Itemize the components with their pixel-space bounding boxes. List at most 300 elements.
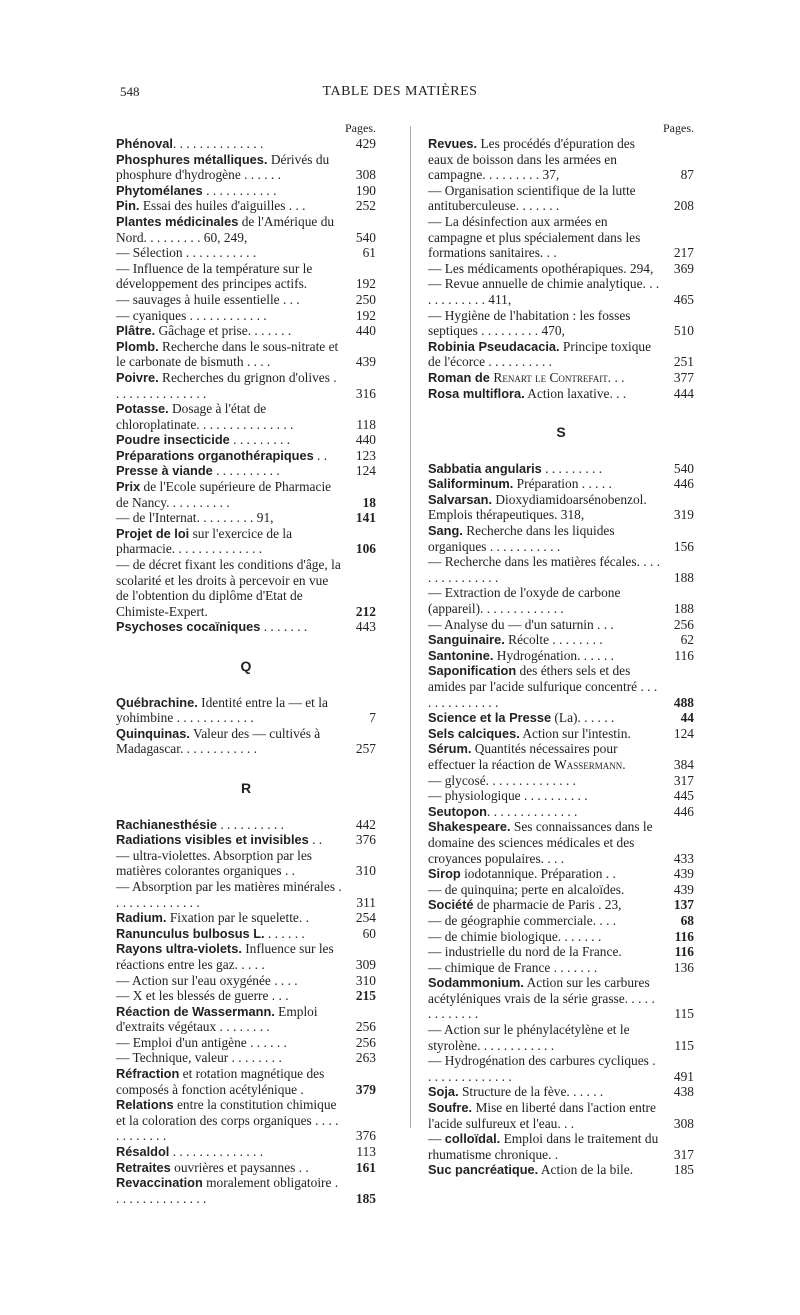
page-ref: 124 (355, 463, 376, 479)
entry-description: Gâchage et prise. . . . . . . (155, 323, 292, 339)
entry-description: de l'Amérique du Nord. . . . . . . . . 60, 249, (116, 213, 335, 245)
index-entry (428, 476, 694, 492)
entry-text (428, 461, 660, 477)
entry-description: Dosage à l'état de chloroplatinate. . . . . . . . . . . . . . . (116, 401, 294, 432)
index-entry (116, 292, 376, 308)
page-ref: 18 (362, 494, 376, 510)
entry-keyword: Robinia Pseudacacia. (428, 338, 560, 354)
page-ref: 192 (355, 276, 376, 292)
entry-description: Recherche dans les liquides organiques . . . . . . . . . . . (428, 523, 615, 554)
index-entry (116, 448, 376, 464)
entry-text (428, 1131, 660, 1162)
page-ref: 316 (355, 385, 376, 401)
entry-keyword: Radium. (116, 910, 167, 926)
page-ref: 188 (673, 601, 694, 617)
index-entry (428, 276, 694, 307)
page-ref: 124 (673, 725, 694, 741)
entry-keyword: Sirop (428, 866, 461, 882)
page-ref: 62 (680, 632, 694, 648)
entry-description: Identité entre la — et la yohimbine . . . . . . . . . . . . (116, 694, 328, 726)
entry-keyword: Résaldol (116, 1144, 170, 1160)
index-entry (428, 1053, 694, 1084)
entry-description: Dérivés du phosphure d'hydrogène . . . . . . (116, 151, 330, 183)
entry-description: — ultra-violettes. Absorption par les matières colorantes organiques . . (116, 847, 312, 879)
entry-text (428, 308, 660, 339)
entry-keyword: Sang. (428, 523, 463, 539)
page-ref: 433 (673, 850, 694, 866)
entry-description: Influence sur les réactions entre les gaz. . . . . (116, 941, 334, 972)
index-entry (428, 1162, 694, 1178)
entry-text (428, 1053, 660, 1084)
page-ref: 309 (355, 956, 376, 972)
page-ref: 190 (355, 182, 376, 198)
entry-description: — Analyse du — d'un saturnin . . . (428, 616, 614, 632)
page-ref: 116 (674, 944, 694, 960)
entry-text (116, 510, 342, 526)
entry-description: . . . . . . . . . . . . . . (172, 136, 264, 151)
page-ref: 113 (356, 1144, 376, 1160)
entry-description: Essai des huiles d'aiguilles . . . (139, 198, 306, 214)
entry-description: Structure de la fève. . . . . . (458, 1084, 604, 1100)
index-entry (116, 1160, 376, 1176)
entry-keyword: Préparations organothérapiques (116, 447, 314, 463)
page-ref: 308 (355, 167, 376, 183)
page-ref: 465 (673, 291, 694, 307)
page-ref: 208 (673, 198, 694, 214)
page-ref: 445 (673, 788, 694, 804)
index-entry (428, 585, 694, 616)
page-ref: 440 (355, 432, 376, 448)
index-entry (428, 1084, 694, 1100)
index-entry (116, 832, 376, 848)
entry-text (428, 710, 660, 726)
index-entry (116, 910, 376, 926)
index-entry (116, 510, 376, 526)
page-ref: 115 (674, 1006, 694, 1022)
page-ref: 369 (673, 260, 694, 276)
entry-text (116, 1004, 342, 1035)
index-entry (116, 1066, 376, 1097)
entry-description: Action sur l'intestin. (519, 725, 631, 741)
entry-text (428, 944, 660, 960)
entry-text (428, 773, 660, 789)
index-column-right (428, 121, 694, 1178)
entry-text (428, 339, 660, 370)
entry-description: ouvrières et paysannes . . (170, 1159, 309, 1175)
entry-description: — cyaniques . . . . . . . . . . . . (116, 307, 267, 323)
index-entry (116, 1144, 376, 1160)
entry-description: . . . . . . . . . . . (202, 182, 277, 198)
page-ref: 115 (674, 1037, 694, 1053)
entry-keyword: Sérum. (428, 741, 472, 757)
entry-keyword: Salvarsan. (428, 491, 493, 507)
entry-text (428, 975, 660, 1022)
page-header (0, 84, 800, 106)
entry-text (116, 1144, 342, 1160)
entry-description: — Recherche dans les matières fécales. . . . . . . . . . . . . . . (428, 554, 661, 585)
index-entry (116, 526, 376, 557)
page-ref: 141 (355, 510, 376, 526)
entry-description: . . . . . . . . . . (212, 463, 280, 479)
entry-text (116, 695, 342, 726)
index-entry (428, 804, 694, 820)
page-ref: 68 (680, 912, 694, 928)
index-entry (428, 136, 694, 183)
page-ref: 106 (355, 541, 376, 557)
page-ref: 443 (355, 619, 376, 635)
entry-text (428, 261, 660, 277)
index-entry (116, 1004, 376, 1035)
page-ref: 185 (355, 1190, 376, 1206)
entry-text (116, 198, 342, 214)
entry-description: — Revue annuelle de chimie analytique. . . . . . . . . . . . 411, (428, 276, 660, 307)
index-entry (428, 975, 694, 1022)
entry-description: — Extraction de l'oxyde de carbone (appareil). . . . . . . . . . . . . (428, 585, 621, 617)
index-entry (428, 866, 694, 882)
page-ref: 44 (680, 710, 694, 726)
entry-description: Récolte . . . . . . . . (504, 632, 603, 648)
page-ref: 137 (673, 897, 694, 913)
entry-text (428, 1162, 660, 1178)
entry-text (116, 183, 342, 199)
entry-keyword: Suc pancréatique. (428, 1162, 539, 1178)
page-ref: 446 (673, 803, 694, 819)
page-ref: 384 (673, 756, 694, 772)
entry-description: — Les médicaments opothérapiques. 294, (428, 260, 654, 276)
entry-description: Recherches du grignon d'olives . . . . . . . . . . . . . . . (116, 369, 337, 401)
index-entry (428, 339, 694, 370)
entry-text (428, 960, 660, 976)
entry-text (116, 941, 342, 972)
index-entry (116, 848, 376, 879)
entry-keyword: Science et la Presse (428, 710, 552, 726)
entry-text (116, 973, 342, 989)
entry-text (428, 585, 660, 616)
entry-keyword: Soufre. (428, 1100, 473, 1116)
entry-keyword: Sabbatia angularis (428, 460, 542, 476)
index-entry (428, 819, 694, 866)
page-ref: 87 (680, 167, 694, 183)
entry-description: — de quinquina; perte en alcaloïdes. (428, 881, 625, 897)
entry-text (116, 479, 342, 510)
entry-text (428, 897, 660, 913)
index-entry (116, 1035, 376, 1051)
index-entry (116, 323, 376, 339)
entry-keyword: Seutopon (428, 803, 487, 819)
entry-keyword: Rayons ultra-violets. (116, 941, 242, 957)
index-entry (428, 1100, 694, 1131)
index-entry (428, 944, 694, 960)
entry-text (116, 726, 342, 757)
index-entry (428, 882, 694, 898)
pages-label: Pages. (345, 121, 376, 135)
entry-text (428, 476, 660, 492)
entry-text (428, 136, 660, 183)
index-entry (116, 339, 376, 370)
entry-text (116, 817, 342, 833)
entry-description: — Influence de la température sur le développement des principes actifs. (116, 260, 313, 292)
index-entry (428, 632, 694, 648)
entry-description: (La). . . . . . (551, 710, 615, 726)
entry-keyword: Psychoses cocaïniques (116, 619, 261, 635)
page-ref: 256 (355, 1019, 376, 1035)
entry-keyword: Poudre insecticide (116, 432, 230, 448)
entry-text (116, 292, 342, 308)
page-ref: 192 (355, 307, 376, 323)
page-ref: 439 (673, 881, 694, 897)
index-entry (428, 960, 694, 976)
page-ref: 439 (355, 354, 376, 370)
section-letter: Q (240, 658, 252, 674)
entry-description: sur l'exercice de la pharmacie. . . . . . . . . . . . . . (116, 525, 293, 557)
entry-description: Ses connaissances dans le domaine des sciences médicales et des croyances populaires. . . . (428, 819, 653, 866)
index-entry (116, 308, 376, 324)
entry-description: — Sélection . . . . . . . . . . . (116, 245, 257, 261)
index-entry (116, 879, 376, 910)
entry-text (116, 152, 342, 183)
entry-description: Recherche dans le sous-nitrate et le carbonate de bismuth . . . . (116, 338, 339, 370)
index-entry (428, 370, 694, 386)
entry-description: . . . . . . . . . . (217, 816, 284, 832)
index-entry (428, 308, 694, 339)
entry-description: Préparation . . . . . (513, 476, 612, 492)
entry-text (116, 1050, 342, 1066)
entry-text (116, 619, 342, 635)
page-ref: 442 (355, 816, 376, 832)
entry-text (116, 1175, 342, 1206)
page-ref: 254 (355, 910, 376, 926)
entry-text (116, 988, 342, 1004)
index-entry (116, 463, 376, 479)
index-entry (116, 941, 376, 972)
entry-keyword: Poivre. (116, 369, 159, 385)
index-entry (428, 726, 694, 742)
entry-keyword: Plomb. (116, 338, 159, 354)
index-entry (428, 663, 694, 710)
index-entry (116, 370, 376, 401)
entry-keyword: Phosphures métalliques. (116, 151, 268, 167)
index-entry (116, 726, 376, 757)
index-entry (428, 214, 694, 261)
entry-description: Emploi dans le traitement du rhumatisme chronique. . (428, 1131, 659, 1162)
entry-text (428, 370, 660, 386)
page-ref: 188 (673, 569, 694, 585)
index-entry (116, 1050, 376, 1066)
entry-description: — glycosé. . . . . . . . . . . . . . (428, 772, 577, 788)
entry-description: — Action sur l'eau oxygénée . . . . (116, 972, 298, 988)
index-entry (428, 183, 694, 214)
entry-description: — Organisation scientifique de la lutte antituberculeuse. . . . . . . (428, 182, 636, 214)
entry-description: Mise en liberté dans l'action entre l'acide sulfureux et l'eau. . . (428, 1100, 656, 1131)
right-entries (428, 136, 694, 1178)
entry-text (428, 523, 660, 554)
page-ref: 256 (355, 1034, 376, 1050)
entry-description: Dioxydiamidoarsénobenzol. Emplois thérapeutiques. 318, (428, 491, 647, 523)
entry-description: Action sur les carbures acétyléniques vrais de la série grasse. . . . . . . . . . . . . (428, 975, 655, 1022)
page-ref: 444 (673, 385, 694, 401)
entry-description: — Technique, valeur . . . . . . . . (116, 1050, 282, 1066)
page-ref: 212 (355, 603, 376, 619)
entry-text (428, 804, 660, 820)
entry-description: Emploi d'extraits végétaux . . . . . . . . (116, 1003, 318, 1035)
index-column-left (116, 121, 376, 1206)
page-ref: 540 (355, 229, 376, 245)
page-ref: 116 (674, 647, 694, 663)
entry-description: — Hydrogénation des carbures cycliques . . . . . . . . . . . . . . (428, 1053, 656, 1084)
entry-text (116, 1160, 342, 1176)
page-ref: 185 (673, 1162, 694, 1178)
entry-text (116, 1066, 342, 1097)
index-entry (428, 648, 694, 664)
entry-keyword: Santonine. (428, 647, 494, 663)
entry-keyword: Saponification (428, 663, 517, 679)
entry-keyword: Projet de loi (116, 525, 190, 541)
page-ref: 317 (673, 1146, 694, 1162)
entry-description: iodotannique. Préparation . . (460, 866, 616, 882)
entry-description: — industrielle du nord de la France. (428, 944, 622, 960)
entry-description: — de l'Internat. . . . . . . . . 91, (116, 510, 274, 526)
entry-text (428, 726, 660, 742)
index-entry (428, 929, 694, 945)
entry-text (116, 401, 342, 432)
index-entry (428, 1022, 694, 1053)
section-letter: S (556, 424, 566, 441)
index-entry (116, 973, 376, 989)
entry-keyword: Québrachine. (116, 694, 198, 710)
entry-keyword: Plantes médicinales (116, 213, 239, 229)
page-ref: 156 (673, 538, 694, 554)
entry-text (428, 632, 660, 648)
entry-keyword: Rosa multiflora. (428, 385, 525, 401)
page-ref: 217 (673, 245, 694, 261)
entry-keyword: Revues. (428, 136, 478, 151)
index-entry (116, 988, 376, 1004)
page-ref: 310 (355, 972, 376, 988)
index-entry (428, 773, 694, 789)
entry-description: — Action sur le phénylacétylène et le styrolène. . . . . . . . . . . . (428, 1022, 630, 1053)
entry-description: . . (313, 447, 328, 463)
entry-description: Valeur des — cultivés à Madagascar. . . . . . . . . . . . (116, 725, 321, 757)
entry-keyword: Quinquinas. (116, 725, 190, 741)
entry-description: Hydrogénation. . . . . . (493, 647, 614, 663)
page-ref: 488 (673, 694, 694, 710)
index-entry (116, 183, 376, 199)
entry-keyword: Radiations visibles et invisibles (116, 832, 309, 848)
entry-description: Principe toxique de l'écorce . . . . . . . . . . (428, 338, 652, 370)
entry-text (116, 926, 342, 942)
entry-text (116, 526, 342, 557)
page-ref: 161 (355, 1159, 376, 1175)
entry-keyword: Revaccination (116, 1175, 203, 1191)
entry-text (428, 386, 660, 402)
entry-text (428, 913, 660, 929)
entry-keyword: colloïdal. (444, 1131, 501, 1147)
entry-text (116, 136, 342, 152)
entry-text (428, 741, 660, 772)
page-ref: 250 (355, 291, 376, 307)
entry-keyword: Société (428, 897, 474, 913)
entry-keyword: Potasse. (116, 401, 169, 417)
index-entry (428, 897, 694, 913)
index-entry (428, 523, 694, 554)
entry-description: des éthers sels et des amides par l'acide sulfurique concentré . . . . . . . . . . . . . . (428, 663, 658, 710)
index-entry (116, 214, 376, 245)
index-entry (428, 261, 694, 277)
entry-description: de pharmacie de Paris . 23, (473, 897, 622, 913)
page-ref: 308 (673, 1115, 694, 1131)
entry-text (116, 463, 342, 479)
page-ref: 118 (356, 416, 376, 432)
entry-description: . . . (607, 369, 625, 385)
entry-description: moralement obligatoire . . . . . . . . . . . . . . . (116, 1175, 339, 1206)
entry-text (116, 910, 342, 926)
entry-description: entre la constitution chimique et la coloration des corps organiques . . . . . . . . . . . . (116, 1097, 339, 1144)
entry-description: . . . . . . . . . . . . . . (487, 803, 578, 819)
entry-description: — Hygiène de l'habitation : les fosses septiques . . . . . . . . . 470, (428, 307, 631, 339)
entry-keyword: Réaction de Wassermann. (116, 1003, 275, 1019)
entry-keyword: Prix (116, 479, 141, 495)
entry-description: Quantités nécessaires pour effectuer la réaction de (428, 741, 618, 772)
entry-text (428, 929, 660, 945)
index-entry (428, 461, 694, 477)
entry-text (428, 819, 660, 866)
entry-description: — (428, 1131, 445, 1147)
page-ref: 310 (355, 863, 376, 879)
entry-text (116, 323, 342, 339)
entry-text (116, 848, 342, 879)
entry-description: Les procédés d'épuration des eaux de boisson dans les armées en campagne. . . . . . . . . 37, (428, 136, 635, 183)
entry-keyword: Shakespeare. (428, 819, 511, 835)
entry-description: — physiologique . . . . . . . . . . (428, 788, 588, 804)
entry-keyword: Sanguinaire. (428, 632, 505, 648)
entry-description: — de décret fixant les conditions d'âge, la scolarité et les droits à percevoir en vue de l'obtention du diplôme d'Etat de Chimiste-Expert. (116, 557, 341, 619)
page-ref: 376 (355, 1128, 376, 1144)
entry-text (428, 617, 660, 633)
page-ref: 429 (355, 136, 376, 151)
entry-keyword: Plâtre. (116, 323, 156, 339)
index-entry (116, 926, 376, 942)
page-ref: 257 (355, 741, 376, 757)
entry-keyword: Phénoval (116, 136, 173, 151)
index-entry (428, 710, 694, 726)
entry-text (116, 879, 342, 910)
index-entry (428, 554, 694, 585)
entry-keyword: Roman de (428, 369, 494, 385)
entry-description: — La désinfection aux armées en campagne et plus spécialement dans les formations sanitaires. . . (428, 213, 641, 261)
entry-smallcaps: Renart le Contrefait (493, 369, 608, 385)
page-ref: 263 (355, 1050, 376, 1066)
entry-text (116, 339, 342, 370)
entry-keyword: Presse à viande (116, 463, 213, 479)
index-entry (116, 557, 376, 619)
entry-text (428, 866, 660, 882)
entry-text (116, 245, 342, 261)
entry-text (428, 882, 660, 898)
entry-description: . . . . . . (264, 925, 305, 941)
index-entry (116, 619, 376, 635)
index-entry (428, 913, 694, 929)
entry-keyword: Retraites (116, 1159, 171, 1175)
entry-keyword: Sodammonium. (428, 975, 524, 991)
entry-text (428, 183, 660, 214)
entry-keyword: Rachianesthésie (116, 816, 218, 832)
index-entry (428, 1131, 694, 1162)
entry-keyword: Phytomélanes (116, 182, 203, 198)
page-ref: 317 (673, 772, 694, 788)
page-ref: 379 (355, 1081, 376, 1097)
page-ref: 510 (673, 323, 694, 339)
entry-keyword: Pin. (116, 198, 140, 214)
